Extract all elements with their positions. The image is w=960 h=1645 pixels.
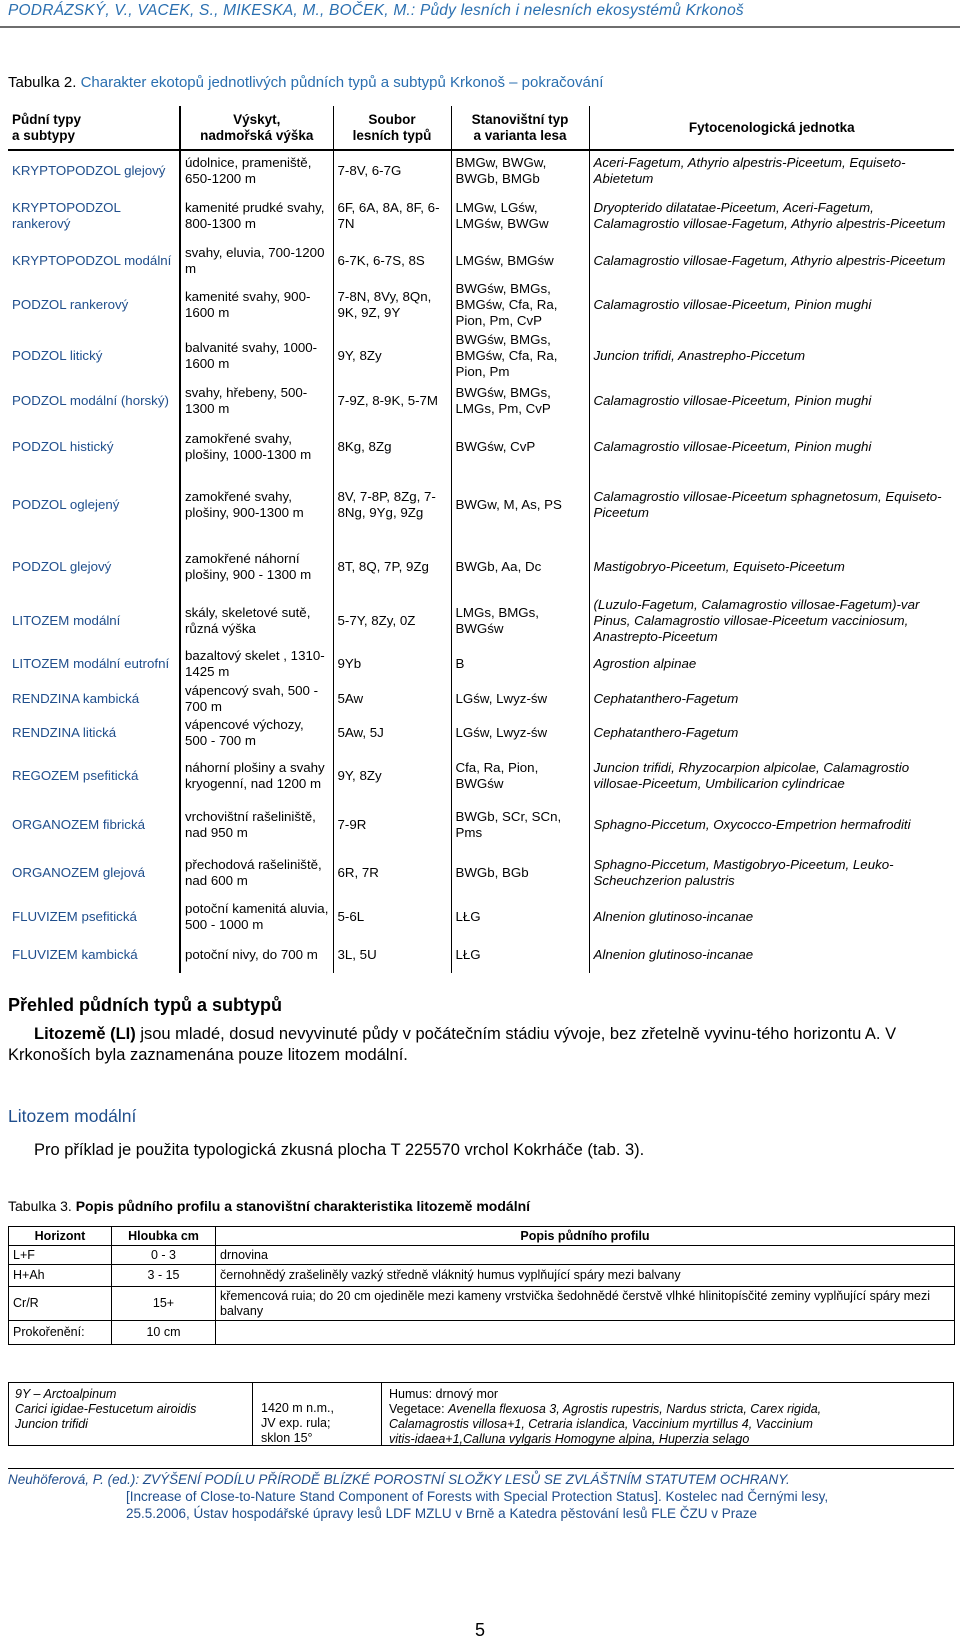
- occurrence-cell: svahy, eluvia, 700-1200 m: [180, 242, 333, 279]
- phytocoenology-cell: Alnenion glutinoso-incanae: [593, 946, 754, 962]
- forest-type-block: [15, 1387, 196, 1432]
- running-header: PODRÁZSKÝ, V., VACEK, S., MIKESKA, M., BOČEK, M.: Půdy lesních i nelesních ekosystémů Krkonoš: [8, 2, 744, 19]
- forest-type-line: 9Y – Arctoalpinum: [15, 1387, 117, 1401]
- occurrence-cell: kamenité svahy, 900-1600 m: [180, 279, 333, 330]
- occurrence-cell: svahy, hřebeny, 500-1300 m: [180, 381, 333, 421]
- depth-cell: 15+: [112, 1287, 216, 1321]
- phytocoenology-cell: Sphagno-Piccetum, Mastigobryo-Piceetum, Leuko-Scheuchzerion palustris: [593, 857, 894, 888]
- horizon-cell: L+F: [9, 1246, 112, 1265]
- table2-caption-text: Charakter ekotopů jednotlivých půdních typů a subtypů Krkonoš – pokračování: [80, 74, 604, 91]
- phytocoenology-cell: Calamagrostio villosae-Piceetum sphagnetosum, Equiseto-Piceetum: [593, 489, 942, 520]
- table-row: [8, 596, 954, 646]
- occurrence-cell: balvanité svahy, 1000-1600 m: [180, 330, 333, 381]
- site-type-cell: LGśw, Lwyz-św: [451, 682, 589, 716]
- table-row: [8, 750, 954, 801]
- horizon-cell: H+Ah: [9, 1265, 112, 1287]
- table-row: [8, 279, 954, 330]
- forest-type-cell: 8Kg, 8Zg: [333, 421, 451, 473]
- occurrence-cell: zamokřené svahy, plošiny, 1000-1300 m: [180, 421, 333, 473]
- forest-type-cell: 7-8N, 8Vy, 8Qn, 9K, 9Z, 9Y: [333, 279, 451, 330]
- depth-cell: 3 - 15: [112, 1265, 216, 1287]
- description-cell: drnovina: [216, 1246, 955, 1265]
- table-row: [8, 537, 954, 596]
- table-row: [8, 646, 954, 682]
- soil-type-cell: LITOZEM modální eutrofní: [8, 646, 180, 682]
- column-divider: [381, 1383, 382, 1445]
- occurrence-cell: zamokřené svahy, plošiny, 900-1300 m: [180, 473, 333, 537]
- phytocoenology-cell: Juncion trifidi, Rhyzocarpion alpicolae, Calamagrostio villosae-Piceetum, Umbilicarion cylindricae: [593, 759, 910, 791]
- forest-type-cell: 6R, 7R: [333, 849, 451, 897]
- vegetation-block: [389, 1387, 821, 1447]
- forest-type-cell: 7-8V, 6-7G: [333, 150, 451, 190]
- litozeme-term: Litozemě (LI): [34, 1025, 136, 1043]
- table-row: [8, 716, 954, 750]
- site-type-cell: BWGśw, CvP: [451, 421, 589, 473]
- header-soil-types: Půdní typy a subtypy: [8, 106, 180, 150]
- depth-cell: 0 - 3: [112, 1246, 216, 1265]
- occurrence-cell: vrchovištní rašeliniště, nad 950 m: [180, 801, 333, 849]
- soil-type-cell: ORGANOZEM glejová: [8, 849, 180, 897]
- phytocoenology-cell: Calamagrostio villosae-Fagetum, Athyrio alpestris-Piceetum: [593, 252, 946, 268]
- table2-header-row: [8, 106, 954, 150]
- section-title: Přehled půdních typů a subtypů: [8, 995, 283, 1015]
- horizon-cell: Prokořenění:: [9, 1321, 112, 1345]
- header-site-type: Stanovištní typ a varianta lesa: [451, 106, 589, 150]
- table-row: [8, 421, 954, 473]
- header-forest-types: Soubor lesních typů: [333, 106, 451, 150]
- header-phytocoenology: Fytocenologická jednotka: [589, 106, 954, 150]
- citation-line-1: Neuhöferová, P. (ed.): ZVÝŠENÍ PODÍLU PŘÍRODĚ BLÍZKÉ POROSTNÍ SLOŽKY LESŮ SE ZVLÁŠTNÍM STATUTEM OCHRANY.: [8, 1472, 790, 1487]
- forest-type-cell: 5-7Y, 8Zy, 0Z: [333, 596, 451, 646]
- soil-type-cell: PODZOL rankerový: [8, 279, 180, 330]
- phytocoenology-cell: Calamagrostio villosae-Piceetum, Pinion mughi: [593, 393, 872, 408]
- table2-caption: [8, 74, 603, 91]
- table-row: [8, 849, 954, 897]
- soil-type-cell: KRYPTOPODZOL modální: [8, 242, 180, 279]
- occurrence-cell: přechodová rašeliniště, nad 600 m: [180, 849, 333, 897]
- occurrence-cell: vápencový svah, 500 - 700 m: [180, 682, 333, 716]
- soil-type-cell: FLUVIZEM kambická: [8, 936, 180, 973]
- soil-type-cell: ORGANOZEM fibrická: [8, 801, 180, 849]
- header-depth: Hloubka cm: [112, 1227, 216, 1246]
- page-number: 5: [474, 1620, 485, 1640]
- site-type-cell: LMGśw, BMGśw: [451, 242, 589, 279]
- forest-type-cell: 7-9R: [333, 801, 451, 849]
- forest-type-cell: 7-9Z, 8-9K, 5-7M: [333, 381, 451, 421]
- description-cell: křemencová ruia; do 20 cm ojediněle mezi kameny vrstvička šedohnědé čerstvě vlhké hlinitopísčité zeminy vyplňující spáry mezi balvany: [216, 1287, 955, 1321]
- site-type-cell: LMGs, BMGs, BWGśw: [451, 596, 589, 646]
- citation-line-3: 25.5.2006, Ústav hospodářské úpravy lesů LDF MZLU v Brně a Katedra pěstování lesů FLE ČZU v Praze: [126, 1506, 758, 1521]
- header-horizon: Horizont: [9, 1227, 112, 1246]
- phytocoenology-cell: Juncion trifidi, Anastrepho-Piccetum: [593, 347, 806, 363]
- table2-caption-label: Tabulka 2.: [8, 74, 77, 91]
- humus-line: Humus: drnový mor: [389, 1387, 499, 1401]
- table-row: [8, 381, 954, 421]
- soil-type-cell: PODZOL litický: [8, 330, 180, 381]
- alliance-line: Juncion trifidi: [15, 1417, 88, 1431]
- table-row: [8, 150, 954, 190]
- occurrence-cell: vápencové výchozy, 500 - 700 m: [180, 716, 333, 750]
- depth-cell: 10 cm: [112, 1321, 216, 1345]
- forest-type-cell: 9Y, 8Zy: [333, 330, 451, 381]
- site-type-cell: BMGw, BWGw, BWGb, BMGb: [451, 150, 589, 190]
- table3-caption-text: Popis půdního profilu a stanovištní charakteristika litozemě modální: [75, 1198, 531, 1214]
- header-rule: [0, 26, 960, 28]
- site-characteristics-box: [8, 1382, 954, 1446]
- phytocoenology-cell: Cephatanthero-Fagetum: [593, 725, 739, 740]
- forest-type-cell: 6F, 6A, 8A, 8F, 6-7N: [333, 190, 451, 242]
- table3-header-row: [9, 1227, 955, 1246]
- forest-type-cell: 9Y, 8Zy: [333, 750, 451, 801]
- forest-type-cell: 5Aw, 5J: [333, 716, 451, 750]
- table-row: [9, 1287, 955, 1321]
- occurrence-cell: skály, skeletové sutě, různá výška: [180, 596, 333, 646]
- phytocoenology-cell: Dryopterido dilatatae-Piceetum, Aceri-Fagetum, Calamagrostio villosae-Fagetum, Athyrio alpestris-Piceetum: [593, 200, 946, 231]
- table-row: [9, 1246, 955, 1265]
- description-cell: [216, 1321, 955, 1345]
- phytocoenology-cell: Aceri-Fagetum, Athyrio alpestris-Piceetum, Equiseto-Abietetum: [593, 154, 906, 186]
- table-row: [8, 801, 954, 849]
- forest-type-cell: 6-7K, 6-7S, 8S: [333, 242, 451, 279]
- phytocoenology-cell: Alnenion glutinoso-incanae: [593, 908, 754, 924]
- site-type-cell: BWGśw, BMGs, BMGśw, Cfa, Ra, Pion, Pm: [451, 330, 589, 381]
- table-row: [8, 190, 954, 242]
- site-type-cell: BWGb, SCr, SCn, Pms: [451, 801, 589, 849]
- site-type-cell: LŁG: [451, 897, 589, 936]
- soil-type-cell: RENDZINA kambická: [8, 682, 180, 716]
- table-row: [8, 242, 954, 279]
- occurrence-cell: potoční nivy, do 700 m: [180, 936, 333, 973]
- vegetation-line: Vegetace: Avenella flexuosa 3, Agrostis rupestris, Nardus stricta, Carex rigida,: [389, 1402, 822, 1416]
- table3-caption: [8, 1198, 530, 1214]
- occurrence-cell: zamokřené náhorní plošiny, 900 - 1300 m: [180, 537, 333, 596]
- soil-type-cell: RENDZINA litická: [8, 716, 180, 750]
- site-type-cell: BWGw, M, As, PS: [451, 473, 589, 537]
- soil-type-cell: KRYPTOPODZOL glejový: [8, 150, 180, 190]
- soil-type-cell: PODZOL modální (horský): [8, 381, 180, 421]
- table-row: [8, 330, 954, 381]
- association-line: Carici igidae-Festucetum airoidis: [15, 1402, 197, 1416]
- header-occurrence: Výskyt, nadmořská výška: [180, 106, 333, 150]
- slope-line: sklon 15°: [261, 1431, 313, 1445]
- forest-type-cell: 8T, 8Q, 7P, 9Zg: [333, 537, 451, 596]
- site-type-cell: LMGw, LGśw, LMGśw, BWGw: [451, 190, 589, 242]
- soil-type-cell: PODZOL glejový: [8, 537, 180, 596]
- vegetation-line-2: Calamagrostis villosa+1, Cetraria islandica, Vaccinium myrtillus 4, Vaccinium: [389, 1417, 813, 1431]
- citation-line-2: [Increase of Close-to-Nature Stand Component of Forests with Special Protection Status]. Kostelec nad Černými lesy,: [126, 1489, 829, 1504]
- forest-type-cell: 5-6L: [333, 897, 451, 936]
- table-row: [9, 1265, 955, 1287]
- vegetation-line-3: vitis-idaea+1,Calluna vylgaris Homogyne alpina, Huperzia selago: [389, 1432, 750, 1446]
- footer-citation: [8, 1471, 954, 1522]
- exposure-line: JV exp. rula;: [261, 1416, 331, 1430]
- occurrence-cell: údolnice, prameniště, 650-1200 m: [180, 150, 333, 190]
- phytocoenology-cell: Calamagrostio villosae-Piceetum, Pinion mughi: [593, 439, 872, 454]
- occurrence-cell: bazaltový skelet , 1310-1425 m: [180, 646, 333, 682]
- table-row: [8, 473, 954, 537]
- phytocoenology-cell: Mastigobryo-Piceetum, Equiseto-Piceetum: [593, 558, 845, 574]
- occurrence-cell: potoční kamenitá aluvia, 500 - 1000 m: [180, 897, 333, 936]
- table-row: [9, 1321, 955, 1345]
- soil-type-cell: PODZOL histický: [8, 421, 180, 473]
- table-row: [8, 936, 954, 973]
- forest-type-cell: 8V, 7-8P, 8Zg, 7-8Ng, 9Yg, 9Zg: [333, 473, 451, 537]
- table-row: [8, 897, 954, 936]
- phytocoenology-cell: Sphagno-Piccetum, Oxycocco-Empetrion hermafroditi: [593, 817, 911, 832]
- site-type-cell: BWGśw, BMGs, LMGs, Pm, CvP: [451, 381, 589, 421]
- table3-caption-label: Tabulka 3.: [8, 1198, 72, 1214]
- site-type-cell: LGśw, Lwyz-św: [451, 716, 589, 750]
- profile-table: [8, 1226, 955, 1345]
- phytocoenology-cell: Cephatanthero-Fagetum: [593, 691, 739, 706]
- footer-rule: [8, 1468, 954, 1469]
- horizon-cell: Cr/R: [9, 1287, 112, 1321]
- soil-types-table: [8, 106, 954, 973]
- table2-body: [8, 150, 954, 973]
- site-type-cell: BWGb, BGb: [451, 849, 589, 897]
- header-profile-description: Popis půdního profilu: [216, 1227, 955, 1246]
- soil-type-cell: KRYPTOPODZOL rankerový: [8, 190, 180, 242]
- soil-type-cell: LITOZEM modální: [8, 596, 180, 646]
- site-location-block: [261, 1401, 334, 1446]
- occurrence-cell: kamenité prudké svahy, 800-1300 m: [180, 190, 333, 242]
- forest-type-cell: 3L, 5U: [333, 936, 451, 973]
- description-cell: černohnědý zrašeliněly vazký středně vláknitý humus vyplňující spáry mezi balvany: [216, 1265, 955, 1287]
- site-type-cell: B: [451, 646, 589, 682]
- table-row: [8, 682, 954, 716]
- site-type-cell: LŁG: [451, 936, 589, 973]
- soil-type-cell: FLUVIZEM psefitická: [8, 897, 180, 936]
- soil-type-cell: REGOZEM psefitická: [8, 750, 180, 801]
- phytocoenology-cell: Calamagrostio villosae-Piceetum, Pinion mughi: [593, 296, 872, 312]
- forest-type-cell: 9Yb: [333, 646, 451, 682]
- soil-type-cell: PODZOL oglejený: [8, 473, 180, 537]
- site-type-cell: BWGb, Aa, Dc: [451, 537, 589, 596]
- column-divider: [252, 1383, 253, 1445]
- litozeme-paragraph: Litozemě (LI) jsou mladé, dosud nevyvinuté půdy v počátečním stádiu vývoje, bez zřetelně vyvinu-tého horizontu A. V Krkonoších byla zaznamenána pouze litozem modální.: [8, 1025, 897, 1064]
- example-paragraph: Pro příklad je použita typologická zkusná plocha T 225570 vrchol Kokrháče (tab. 3).: [34, 1141, 645, 1159]
- altitude-line: 1420 m n.m.,: [261, 1401, 334, 1415]
- subsection-title: Litozem modální: [8, 1106, 137, 1126]
- forest-type-cell: 5Aw: [333, 682, 451, 716]
- phytocoenology-cell: (Luzulo-Fagetum, Calamagrostio villosae-Fagetum)-var Pinus, Calamagrostio villosae-Piceetum vacciniosum, Anastrepto-Piceetum: [593, 597, 920, 644]
- occurrence-cell: náhorní plošiny a svahy kryogenní, nad 1200 m: [180, 750, 333, 801]
- phytocoenology-cell: Agrostion alpinae: [593, 656, 697, 671]
- site-type-cell: BWGśw, BMGs, BMGśw, Cfa, Ra, Pion, Pm, CvP: [451, 279, 589, 330]
- site-type-cell: Cfa, Ra, Pion, BWGśw: [451, 750, 589, 801]
